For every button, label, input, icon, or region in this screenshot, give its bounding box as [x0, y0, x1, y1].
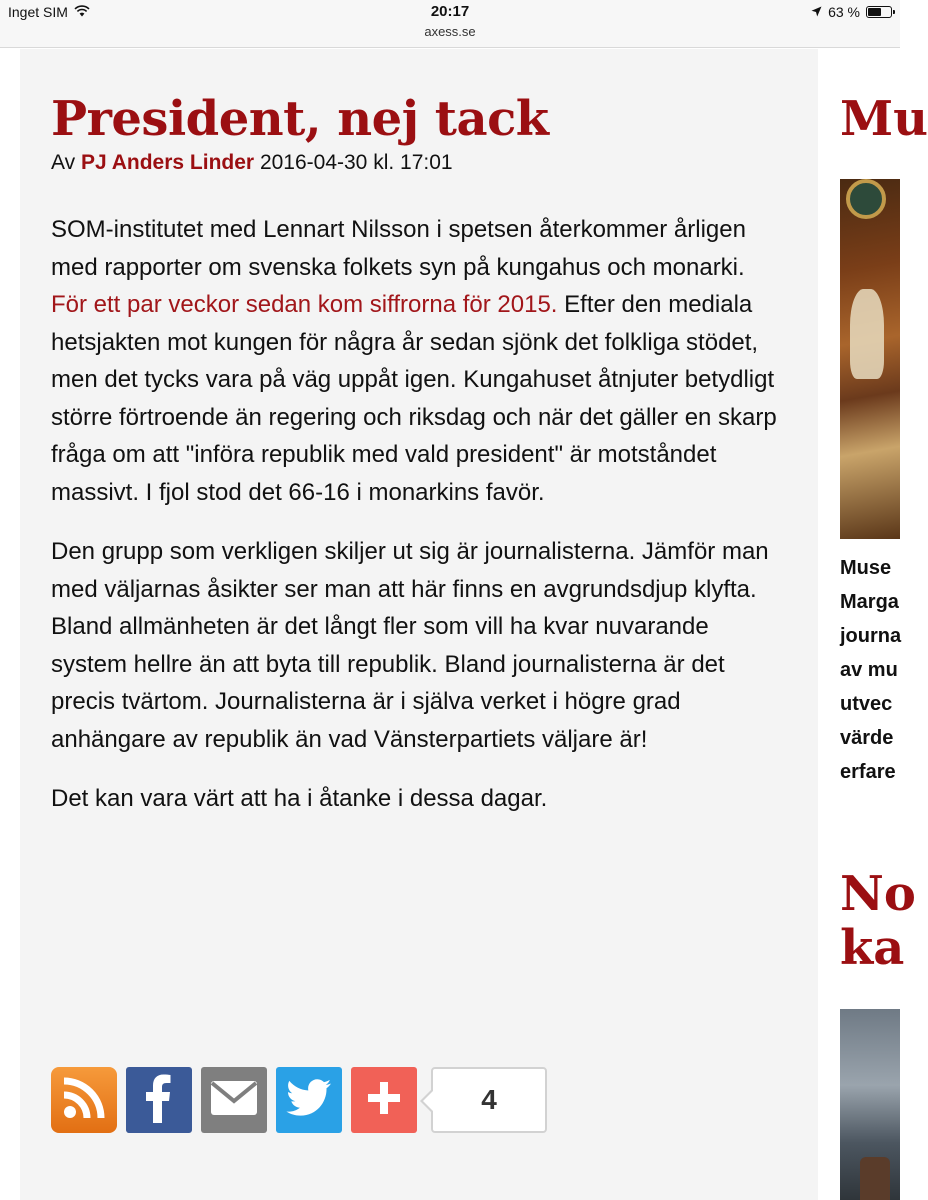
paragraph-1	[51, 211, 781, 511]
paragraph-2: Den grupp som verkligen skiljer ut sig är journalisterna. Jämför man med väljarnas åsikter ser man att här finns en avgrundsdjup klyfta. Bland allmänheten är det långt fler som vill ha kvar nuvarande system hellre än att byta till republik. Bland journalisterna är det precis tvärtom. Journalisterna är i själva verket i högre grad anhängare av republik än vad Vänsterpartiets väljare är!	[51, 538, 769, 753]
share-bar	[51, 1067, 547, 1133]
caption-line: utvec	[840, 693, 893, 715]
sidebar-heading-2[interactable]	[840, 866, 916, 976]
sidebar-heading-1[interactable]: Mu	[840, 91, 928, 147]
caption-line: Marga	[840, 591, 899, 613]
facebook-icon	[139, 1073, 179, 1128]
rss-button[interactable]	[51, 1067, 117, 1133]
caption-line: erfare	[840, 761, 896, 783]
author-link[interactable]: PJ Anders Linder	[80, 151, 255, 174]
address-bar-url[interactable]: axess.se	[424, 24, 476, 39]
twitter-share-button[interactable]	[276, 1067, 342, 1133]
inline-link-siffrorna[interactable]: För ett par veckor sedan kom siffrorna för 2015.	[51, 291, 558, 318]
statue-decoration	[850, 289, 884, 379]
byline-prefix: Av	[51, 151, 76, 174]
painting-frame-decoration	[846, 179, 886, 219]
building-decoration	[860, 1157, 890, 1200]
article-body	[51, 211, 781, 840]
caption-line: journa	[840, 625, 902, 647]
facebook-share-button[interactable]	[126, 1067, 192, 1133]
battery-percentage: 63 %	[828, 4, 860, 20]
sidebar-image-museum[interactable]	[840, 179, 900, 539]
rss-icon	[59, 1073, 109, 1128]
twitter-icon	[286, 1079, 332, 1122]
battery-icon	[866, 6, 892, 18]
email-share-button[interactable]	[201, 1067, 267, 1133]
caption-line: Muse	[840, 557, 892, 579]
publish-date: 2016-04-30 kl. 17:01	[259, 151, 453, 174]
status-right	[811, 4, 892, 20]
plus-icon	[366, 1080, 402, 1121]
paragraph-3: Det kan vara värt att ha i åtanke i dessa dagar.	[51, 785, 548, 812]
paragraph-1-intro: SOM-institutet med Lennart Nilsson i spetsen återkommer årligen med rapporter om svenska folkets syn på kungahus och monarki.	[51, 216, 746, 281]
battery-fill	[868, 8, 881, 16]
mail-icon	[210, 1080, 258, 1121]
web-page[interactable]	[0, 49, 928, 1200]
article-title: President, nej tack	[51, 91, 549, 147]
caption-line: värde	[840, 727, 894, 749]
sidebar-image-building[interactable]	[840, 1009, 900, 1200]
heading-2-line: No	[840, 866, 916, 922]
carrier-label: Inget SIM	[8, 4, 68, 20]
heading-2-line: ka	[840, 920, 905, 976]
sidebar-caption	[840, 551, 900, 789]
status-time: 20:17	[430, 3, 470, 20]
caption-line: av mu	[840, 659, 898, 681]
byline	[51, 151, 453, 175]
more-share-button[interactable]	[351, 1067, 417, 1133]
paragraph-1-rest: Efter den mediala hetsjakten mot kungen för några år sedan sjönk det folkliga stödet, men det tycks vara på väg uppåt igen. Kungahuset åtnjuter betydligt större förtroende än regering och riksdag och när det gäller en skarp fråga om att "införa republik med vald president" är motståndet massivt. I fjol stod det 66-16 i monarkins favör.	[51, 291, 777, 506]
share-count: 4	[431, 1067, 547, 1133]
location-arrow-icon	[811, 4, 822, 20]
status-bar	[0, 0, 900, 48]
